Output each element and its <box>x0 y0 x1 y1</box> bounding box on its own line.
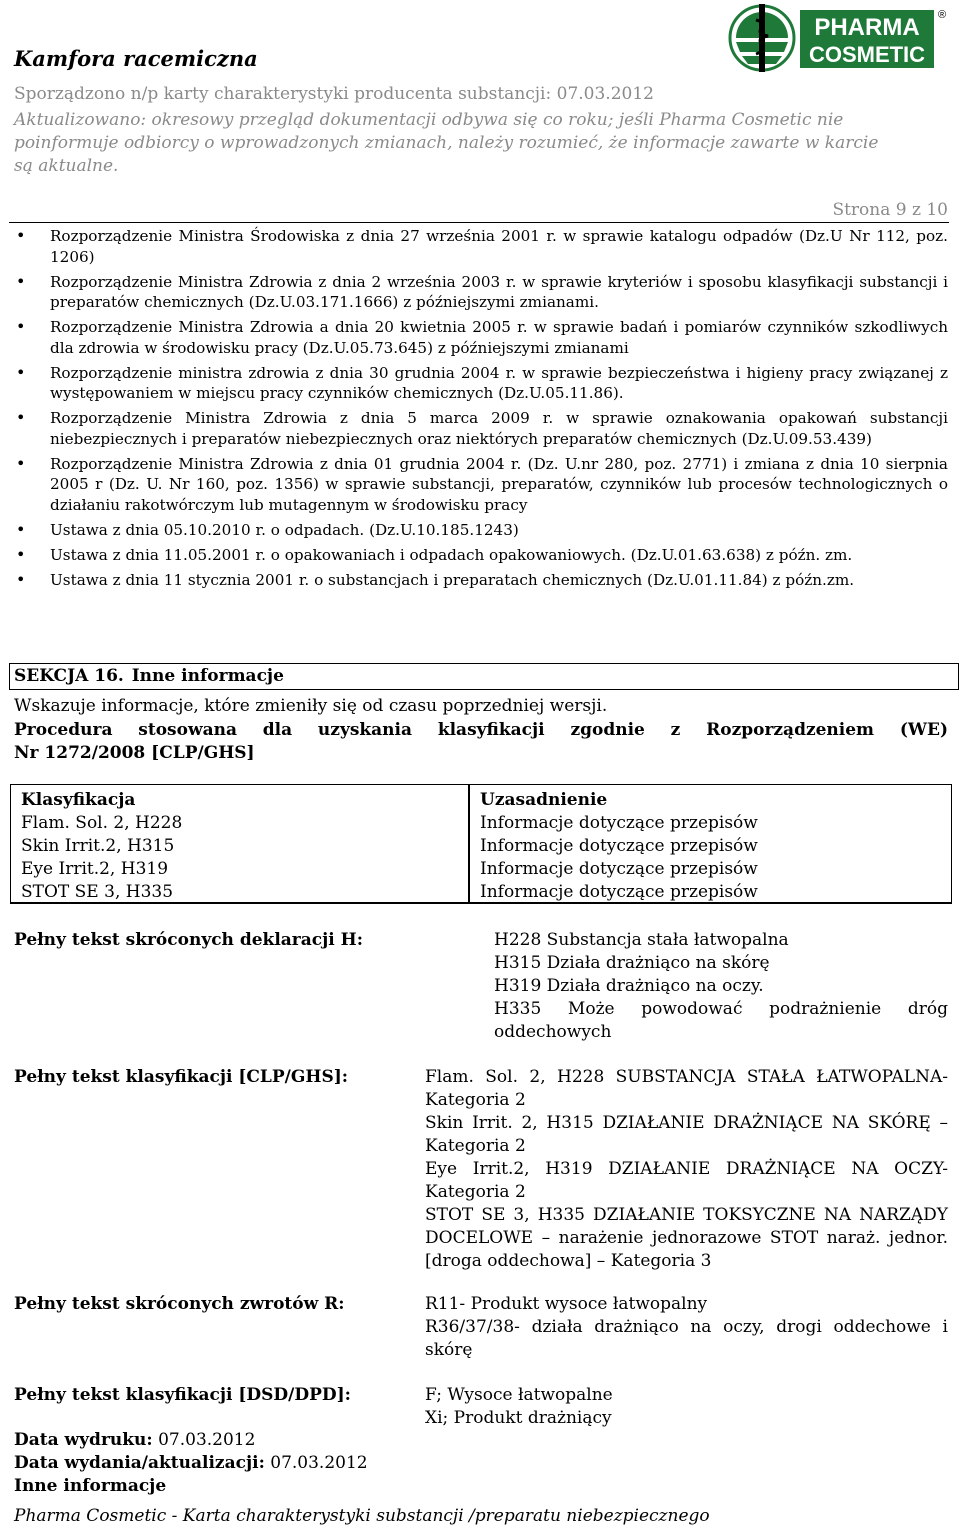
list-item: • Ustawa z dnia 11 stycznia 2001 r. o substancjach i preparatach chemicznych (Dz.U.01.11.84) z późn.zm. <box>14 570 948 591</box>
page-number: Strona 9 z 10 <box>832 200 948 220</box>
h-statement: H319 Działa drażniąco na oczy. <box>494 976 764 996</box>
print-date-value: 07.03.2012 <box>158 1430 256 1450</box>
prepared-note: Sporządzono n/p karty charakterystyki producenta substancji: 07.03.2012 <box>14 84 654 104</box>
update-note-line-3: są aktualne. <box>14 156 119 176</box>
r-phrase: R11- Produkt wysoce łatwopalny <box>425 1294 708 1314</box>
r-phrases-text <box>425 1293 948 1362</box>
h-statement: H315 Działa drażniąco na skórę <box>494 953 770 973</box>
classification-column <box>11 785 470 902</box>
clp-entry: STOT SE 3, H335 DZIAŁANIE TOKSYCZNE NA NARZĄDY DOCELOWE – narażenie jednorazowe STOT naraż. jednor. [droga oddechowa] – Kategoria 3 <box>425 1205 948 1271</box>
list-item: • Ustawa z dnia 05.10.2010 r. o odpadach. (Dz.U.10.185.1243) <box>14 520 948 541</box>
column-header-uzasadnienie: Uzasadnienie <box>480 790 608 810</box>
issue-date-label: Data wydania/aktualizacji: <box>14 1453 265 1473</box>
h-statement: H228 Substancja stała łatwopalna <box>494 930 789 950</box>
pharma-cosmetic-logo <box>728 2 948 74</box>
changes-note: Wskazuje informacje, które zmieniły się od czasu poprzedniej wersji. <box>14 696 608 716</box>
document-title: Kamfora racemiczna <box>14 46 258 71</box>
table-cell: Informacje dotyczące przepisów <box>480 813 758 833</box>
table-cell: Informacje dotyczące przepisów <box>480 859 758 879</box>
list-item: • Rozporządzenie Ministra Zdrowia z dnia 5 marca 2009 r. w sprawie oznakowania opakowań substancji niebezpiecznych i preparatów niebezpiecznych oraz niektórych preparatów chemicznych (Dz.U.09.53.439) <box>14 408 948 449</box>
header-divider <box>9 222 949 223</box>
update-note-line-1: Aktualizowano: okresowy przegląd dokumentacji odbywa się co roku; jeśli Pharma Cosmetic nie <box>14 110 844 130</box>
regulations-list <box>14 226 948 595</box>
clp-label: Pełny tekst klasyfikacji [CLP/GHS]: <box>14 1067 349 1087</box>
clp-text <box>425 1066 948 1273</box>
clp-entry: Eye Irrit.2, H319 DZIAŁANIE DRAŻNIĄCE NA OCZY- Kategoria 2 <box>425 1159 948 1202</box>
r-phrases-label: Pełny tekst skróconych zwrotów R: <box>14 1294 345 1314</box>
logo-text-pharma: PHARMA <box>814 14 920 41</box>
procedure-heading-line-1: Procedura stosowana dla uzyskania klasyfikacji zgodnie z Rozporządzeniem (WE) <box>14 720 948 740</box>
update-note-line-2: poinformuje odbiorcy o wprowadzonych zmianach, należy rozumieć, że informacje zawarte w karcie <box>14 133 879 153</box>
print-date-label: Data wydruku: <box>14 1430 153 1450</box>
list-item: • Rozporządzenie Ministra Zdrowia z dnia 2 września 2003 r. w sprawie kryteriów i sposobu klasyfikacji substancji i preparatów chemicznych (Dz.U.03.171.1666) z późniejszymi zmianami. <box>14 272 948 313</box>
dsd-entry: F; Wysoce łatwopalne <box>425 1385 613 1405</box>
dsd-entry: Xi; Produkt drażniący <box>425 1408 612 1428</box>
list-item: • Ustawa z dnia 11.05.2001 r. o opakowaniach i odpadach opakowaniowych. (Dz.U.01.63.638) z późn. zm. <box>14 545 948 566</box>
table-cell: Flam. Sol. 2, H228 <box>21 813 183 833</box>
table-cell: Informacje dotyczące przepisów <box>480 882 758 902</box>
logo-text-cosmetic: COSMETIC <box>808 42 926 67</box>
table-cell: STOT SE 3, H335 <box>21 882 174 902</box>
page-footer: Pharma Cosmetic - Karta charakterystyki substancji /preparatu niebezpiecznego <box>14 1506 710 1526</box>
section-16-header <box>9 663 959 690</box>
justification-column <box>470 785 951 902</box>
table-cell: Eye Irrit.2, H319 <box>21 859 169 879</box>
list-item: • Rozporządzenie Ministra Zdrowia z dnia 01 grudnia 2004 r. (Dz. U.nr 280, poz. 2771) i zmiana z dnia 10 sierpnia 2005 r (Dz. U. Nr 160, poz. 1356) w sprawie substancji, preparatów, czynników lub procesów technologicznych o działaniu rakotwórczym lub mutagennym w środowisku pracy <box>14 454 948 516</box>
issue-date-row <box>14 1453 368 1473</box>
dsd-label: Pełny tekst klasyfikacji [DSD/DPD]: <box>14 1385 351 1405</box>
table-cell: Informacje dotyczące przepisów <box>480 836 758 856</box>
list-item: • Rozporządzenie ministra zdrowia z dnia 30 grudnia 2004 r. w sprawie bezpieczeństwa i higieny pracy związanej z występowaniem w miejscu pracy czynników chemicznych (Dz.U.05.11.86). <box>14 363 948 404</box>
clp-entry: Flam. Sol. 2, H228 SUBSTANCJA STAŁA ŁATWOPALNA- Kategoria 2 <box>425 1067 948 1110</box>
h-statement: H335 Może powodować podrażnienie dróg oddechowych <box>494 999 948 1042</box>
list-item: • Rozporządzenie Ministra Zdrowia a dnia 20 kwietnia 2005 r. w sprawie badań i pomiarów czynników szkodliwych dla zdrowia w środowisku pracy (Dz.U.05.73.645) z późniejszymi zmianami <box>14 317 948 358</box>
column-header-klasyfikacja: Klasyfikacja <box>21 790 136 810</box>
table-cell: Skin Irrit.2, H315 <box>21 836 175 856</box>
section-title: Inne informacje <box>131 666 284 686</box>
section-number: SEKCJA 16. <box>14 666 124 686</box>
h-statements-label: Pełny tekst skróconych deklaracji H: <box>14 930 363 950</box>
list-item: • Rozporządzenie Ministra Środowiska z dnia 27 września 2001 r. w sprawie katalogu odpadów (Dz.U Nr 112, poz. 1206) <box>14 226 948 267</box>
r-phrase: R36/37/38- działa drażniąco na oczy, drogi oddechowe i skórę <box>425 1317 948 1360</box>
print-date-row <box>14 1430 255 1450</box>
dsd-text <box>425 1384 948 1430</box>
procedure-heading-line-2: Nr 1272/2008 [CLP/GHS] <box>14 743 255 763</box>
classification-table <box>10 784 952 904</box>
other-info-heading: Inne informacje <box>14 1476 167 1496</box>
clp-entry: Skin Irrit. 2, H315 DZIAŁANIE DRAŻNIĄCE NA SKÓRĘ – Kategoria 2 <box>425 1113 948 1156</box>
issue-date-value: 07.03.2012 <box>270 1453 368 1473</box>
registered-mark: ® <box>938 9 947 21</box>
h-statements-text <box>494 929 948 1044</box>
